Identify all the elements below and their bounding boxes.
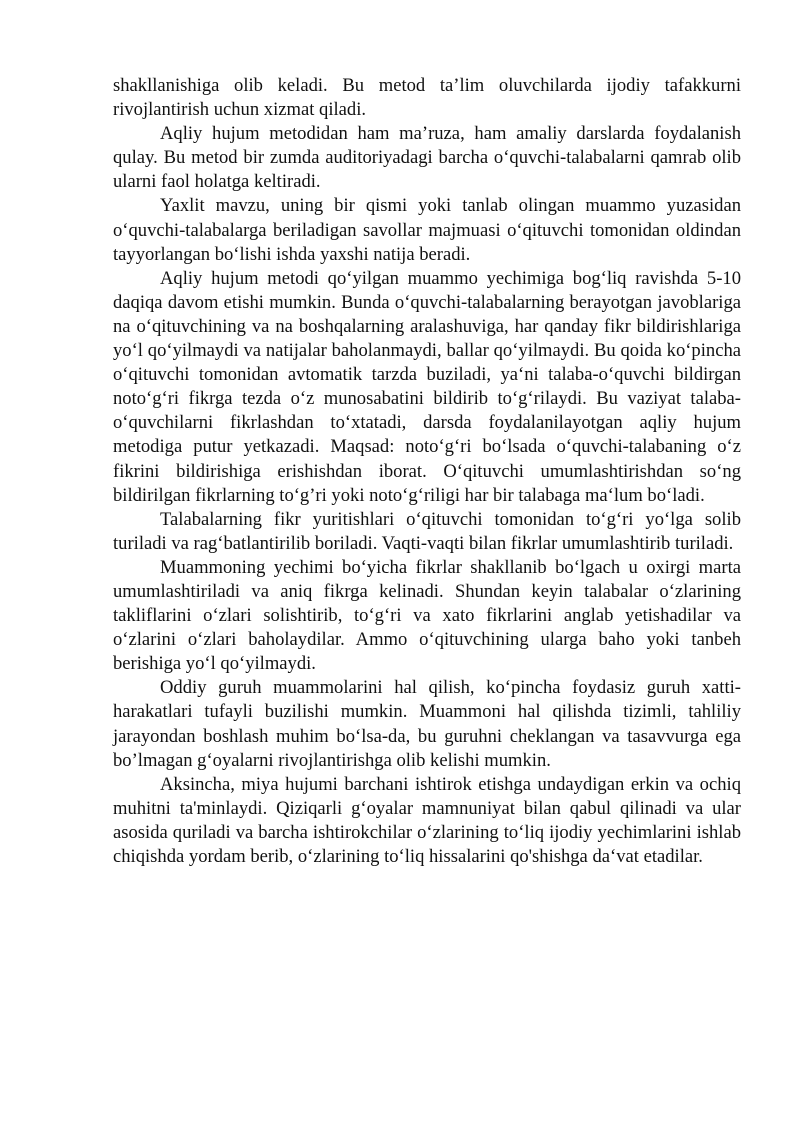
paragraph-7: Oddiy guruh muammolarini hal qilish, ko‘pincha foydasiz guruh xatti-harakatlari tufayli buzilishi mumkin. Muammoni hal qilishda tizimli, tahliliy jarayondan boshlash muhim bo‘lsa-da, bu guruhni cheklangan va tasavvurga ega boʼlmagan g‘oyalarni rivojlantirishga olib kelishi mumkin.	[113, 677, 741, 771]
paragraph-8: Aksincha, miya hujumi barchani ishtirok etishga undaydigan erkin va ochiq muhitni ta'minlaydi. Qiziqarli g‘oyalar mamnuniyat bilan qabul qilinadi va ular asosida quriladi va barcha ishtirokchilar o‘zlarining to‘liq ijodiy yechimlarini ishlab chiqishda yordam berib, o‘zlarining to‘liq hissalarini qo'shishga da‘vat etadilar.	[113, 773, 741, 867]
paragraph-6: Muammoning yechimi bo‘yicha fikrlar shakllanib bo‘lgach u oxirgi marta umumlashtiriladi va aniq fikrga kelinadi. Shundan keyin talabalar o‘zlarining takliflarini o‘zlari solishtirib, to‘g‘ri va xato fikrlarini anglab yetishadilar va o‘zlarini o‘zlari baholaydilar. Ammo o‘qituvchining ularga baho yoki tanbeh berishiga yo‘l qo‘yilmaydi.	[113, 556, 741, 675]
paragraph-4: Aqliy hujum metodi qo‘yilgan muammo yechimiga bog‘liq ravishda 5-10 daqiqa davom etishi mumkin. Bunda o‘quvchi-talabalarning berayotgan javoblariga na o‘qituvchining va na boshqalarning aralashuviga, har qanday fikr bildirishlariga yo‘l qo‘yilmaydi va natijalar baholanmaydi, ballar qo‘yilmaydi. Bu qoida ko‘pincha o‘qituvchi tomonidan avtomatik tarzda buziladi, ya‘ni talaba-o‘quvchi bildirgan noto‘g‘ri fikrga tezda o‘z munosabatini bildirib to‘g‘rilaydi. Bu vaziyat talaba-o‘quvchilarni fikrlashdan to‘xtatadi, darsda foydalanilayotgan aqliy hujum metodiga putur yetkazadi. Maqsad: noto‘g‘ri bo‘lsada o‘quvchi-talabaning o‘z fikrini bildirishiga erishishdan iborat. O‘qituvchi umumlashtirishdan so‘ng bildirilgan fikrlarning to‘g’ri yoki noto‘g‘riligi har bir talabaga ma‘lum bo‘ladi.	[113, 267, 741, 506]
document-page	[113, 74, 741, 869]
paragraph-5: Talabalarning fikr yuritishlari o‘qituvchi tomonidan to‘g‘ri yo‘lga solib turiladi va rag‘batlantirilib boriladi. Vaqti-vaqti bilan fikrlar umumlashtirib turiladi.	[113, 508, 741, 554]
paragraph-2: Aqliy hujum metodidan ham ma’ruza, ham amaliy darslarda foydalanish qulay. Bu metod bir zumda auditoriyadagi barcha o‘quvchi-talabalarni qamrab olib ularni faol holatga keltiradi.	[113, 123, 741, 193]
paragraph-3: Yaxlit mavzu, uning bir qismi yoki tanlab olingan muammo yuzasidan o‘quvchi-talabalarga beriladigan savollar majmuasi o‘qituvchi tomonidan oldindan tayyorlangan bo‘lishi ishda yaxshi natija beradi.	[113, 195, 741, 265]
paragraph-1: shakllanishiga olib keladi. Bu metod ta’lim oluvchilarda ijodiy tafakkurni rivojlantirish uchun xizmat qiladi.	[113, 75, 741, 121]
